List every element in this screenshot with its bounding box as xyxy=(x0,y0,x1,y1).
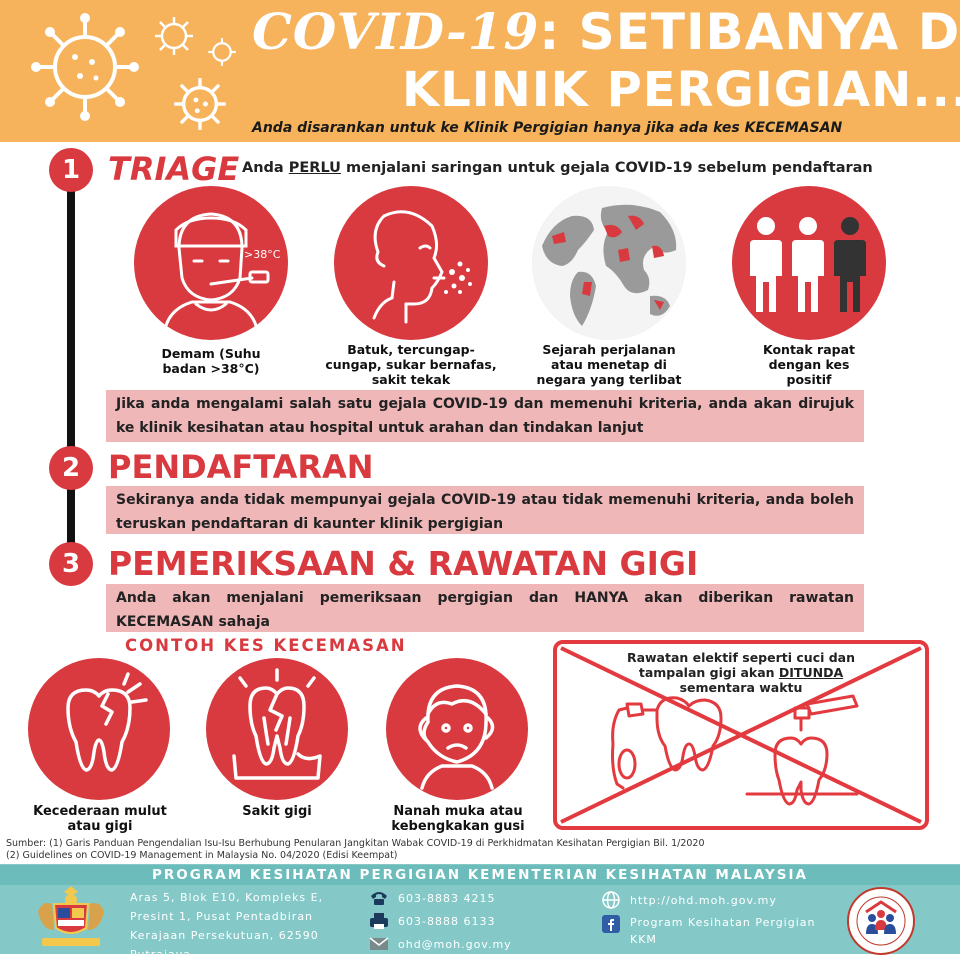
footer-facebook[interactable]: Program Kesihatan Pergigian KKM xyxy=(600,914,816,948)
footer-website[interactable]: http://ohd.moh.gov.my xyxy=(600,890,777,910)
dental-program-logo xyxy=(846,886,916,956)
header-banner xyxy=(0,0,980,142)
fever-label: >38°C xyxy=(244,248,281,261)
criteria-caption-travel: Sejarah perjalanan atau menetap di negara yang terlibat xyxy=(536,342,682,387)
coat-of-arms-logo xyxy=(28,882,114,950)
sources-text: Sumber: (1) Garis Panduan Pengendalian Isu-Isu Berhubung Penularan Jangkitan Wabak COVID-19 di Perkhidmatan Kesihatan Pergigian Bil. 1/2020 (2) Guidelines on COVID-19 Management in Malaysia No. 04/2020 (Edisi Keempat) xyxy=(6,838,705,861)
case-caption-swelling: Nanah muka atau kebengkakan gusi xyxy=(391,804,525,834)
step-number-1: 1 xyxy=(49,148,93,192)
phone-icon xyxy=(368,888,390,908)
email-icon xyxy=(368,934,390,954)
step-number-2: 2 xyxy=(49,446,93,490)
pemeriksaan-description: Anda akan menjalani pemeriksaan pergigian dan HANYA akan diberikan rawatan KECEMASAN sahaja xyxy=(106,584,864,632)
footer-title: PROGRAM KESIHATAN PERGIGIAN KEMENTERIAN KESIHATAN MALAYSIA xyxy=(0,865,960,885)
virus-icon xyxy=(170,74,230,134)
swollen-face-icon xyxy=(386,658,528,800)
toothache-icon xyxy=(206,658,348,800)
footer xyxy=(0,864,960,961)
close-contact-icon xyxy=(732,186,886,340)
footer-phone: 603-8883 4215 xyxy=(368,888,495,908)
broken-tooth-icon xyxy=(28,658,170,800)
case-caption-toothache: Sakit gigi xyxy=(242,804,312,819)
page-subtitle: Anda disarankan untuk ke Klinik Pergigian hanya jika ada kes KECEMASAN xyxy=(252,120,843,136)
page-title-line2: KLINIK PERGIGIAN... xyxy=(402,62,971,118)
pendaftaran-description: Sekiranya anda tidak mempunyai gejala COVID-19 atau tidak memenuhi kriteria, anda boleh teruskan pendaftaran di kaunter klinik pergigian xyxy=(106,486,864,534)
virus-icon xyxy=(206,36,238,68)
footer-fax: 603-8888 6133 xyxy=(368,911,495,931)
virus-icon xyxy=(30,12,140,122)
globe-icon xyxy=(532,186,686,340)
emergency-examples-title: CONTOH KES KECEMASAN xyxy=(125,636,407,655)
criteria-caption-contact: Kontak rapat dengan kes positif xyxy=(763,342,855,387)
dental-tools-icon xyxy=(613,696,858,804)
fever-icon xyxy=(134,186,288,340)
triage-description: Anda PERLU menjalani saringan untuk gejala COVID-19 sebelum pendaftaran xyxy=(242,160,873,176)
virus-icon xyxy=(152,14,196,58)
triage-note: Jika anda mengalami salah satu gejala COVID-19 dan memenuhi kriteria, anda akan dirujuk ke klinik kesihatan atau hospital untuk arahan dan tindakan lanjut xyxy=(106,390,864,442)
case-caption-injury: Kecederaan mulut atau gigi xyxy=(33,804,167,834)
step-title-pemeriksaan: PEMERIKSAAN & RAWATAN GIGI xyxy=(108,544,699,583)
footer-address: Aras 5, Blok E10, Kompleks E, Presint 1, Pusat Pentadbiran Kerajaan Persekutuan, 62590 Putrajaya xyxy=(130,891,324,961)
fax-icon xyxy=(368,911,390,931)
step-number-3: 3 xyxy=(49,542,93,586)
step-title-triage: TRIAGE xyxy=(108,150,240,188)
page-title-line1: COVID-19: SETIBANYA DI xyxy=(252,2,980,61)
timeline-line xyxy=(67,185,75,550)
criteria-caption-fever: Demam (Suhu badan >38°C) xyxy=(161,346,261,376)
step-title-pendaftaran: PENDAFTARAN xyxy=(108,448,374,486)
criteria-caption-cough: Batuk, tercungap- cungap, sukar bernafas, sakit tekak xyxy=(325,342,497,387)
footer-email[interactable]: ohd@moh.gov.my xyxy=(368,934,512,954)
elective-note: Rawatan elektif seperti cuci dan tampalan gigi akan DITUNDA sementara waktu xyxy=(626,650,856,695)
facebook-icon xyxy=(600,914,622,934)
cough-icon xyxy=(334,186,488,340)
globe-small-icon xyxy=(600,890,622,910)
elective-postponed-box xyxy=(553,640,929,830)
